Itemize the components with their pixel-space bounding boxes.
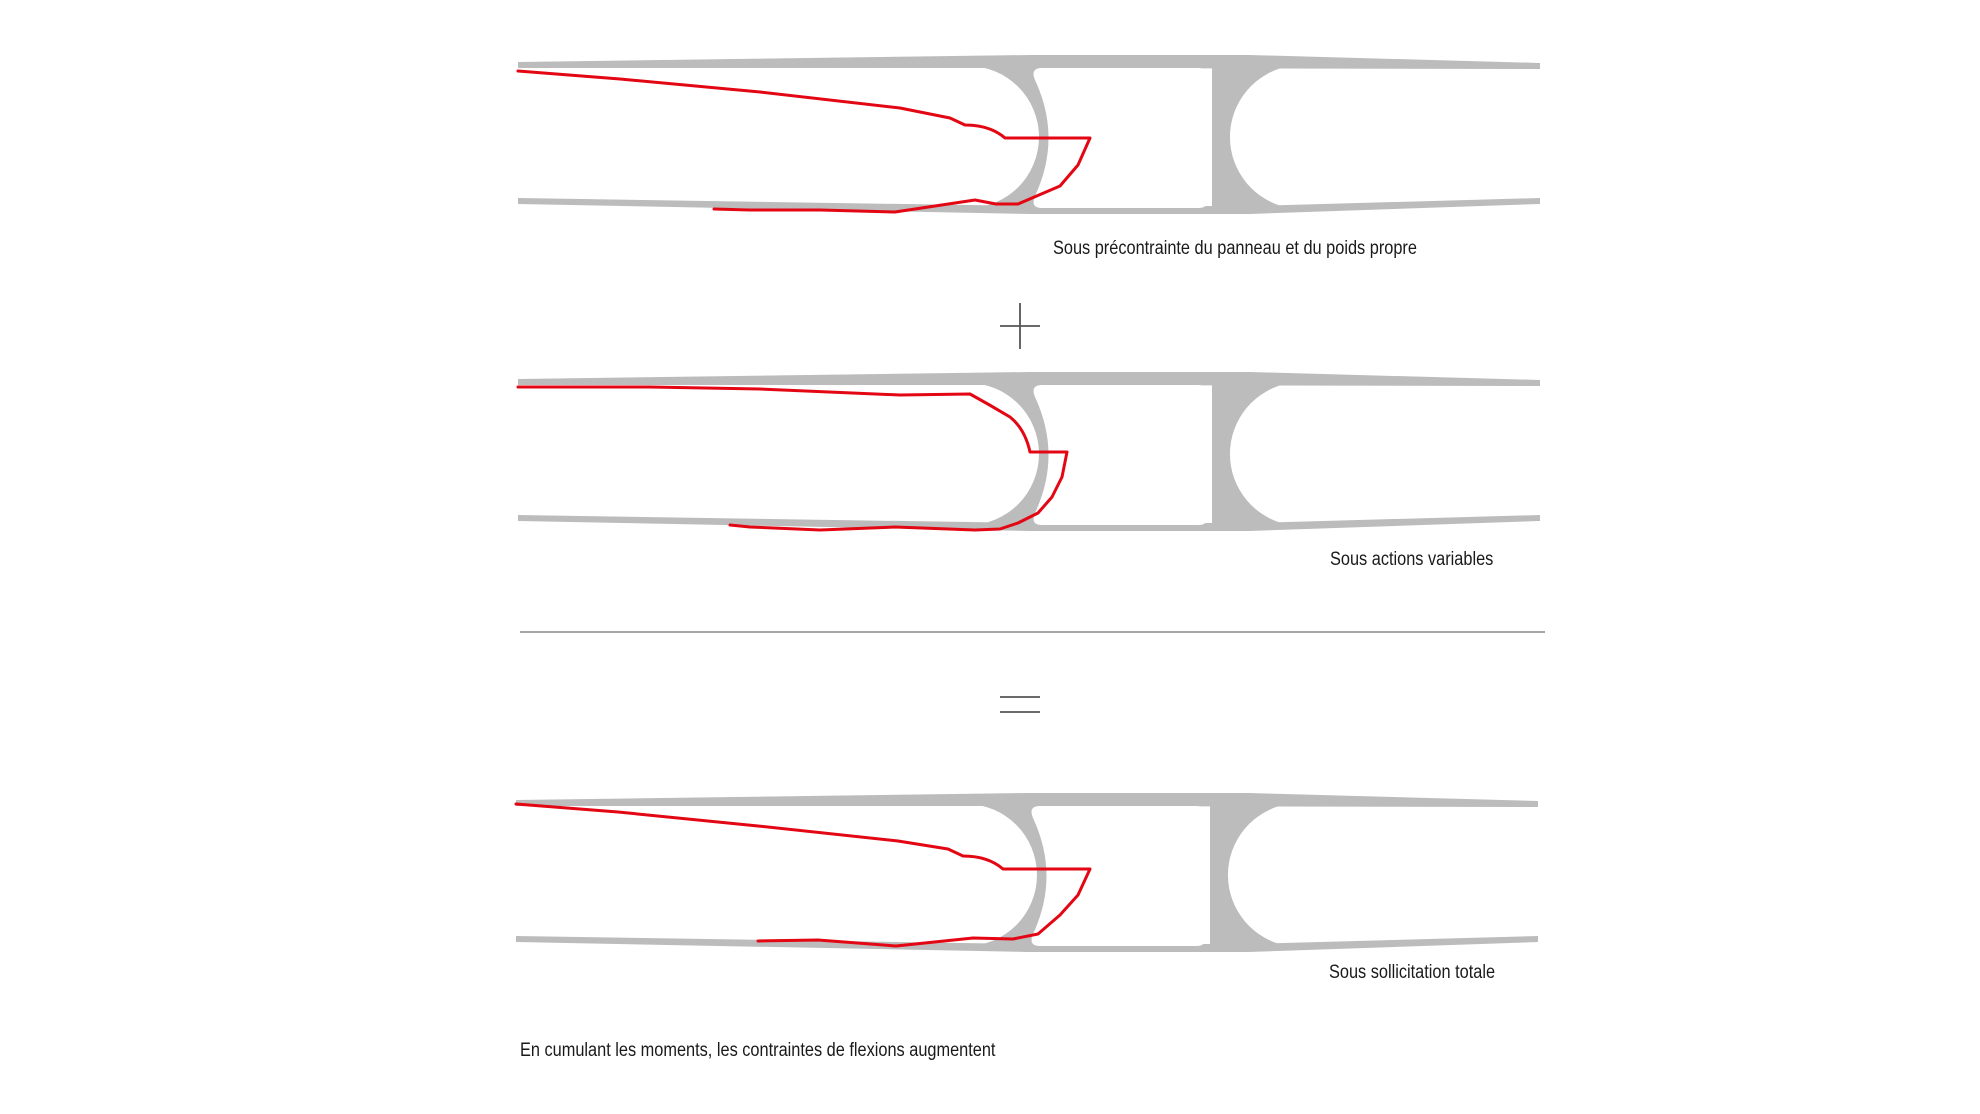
equals-sign-icon [1000, 697, 1040, 712]
stress-diagram-line [516, 804, 1090, 946]
panel-caption: Sous précontrainte du panneau et du poids propre [1052, 236, 1417, 259]
panel-total [516, 793, 1538, 982]
panel-prestress [518, 55, 1540, 258]
panel-variable-actions [518, 372, 1540, 569]
plus-sign-icon [1000, 303, 1040, 349]
footnote: En cumulant les moments, les contraintes de flexions augmentent [520, 1038, 996, 1061]
stress-diagram-line [518, 71, 1090, 212]
panel-caption: Sous sollicitation totale [1329, 960, 1496, 983]
slab-cross-section [518, 55, 1540, 214]
stress-diagram-line [518, 387, 1067, 530]
panel-caption: Sous actions variables [1329, 547, 1494, 570]
